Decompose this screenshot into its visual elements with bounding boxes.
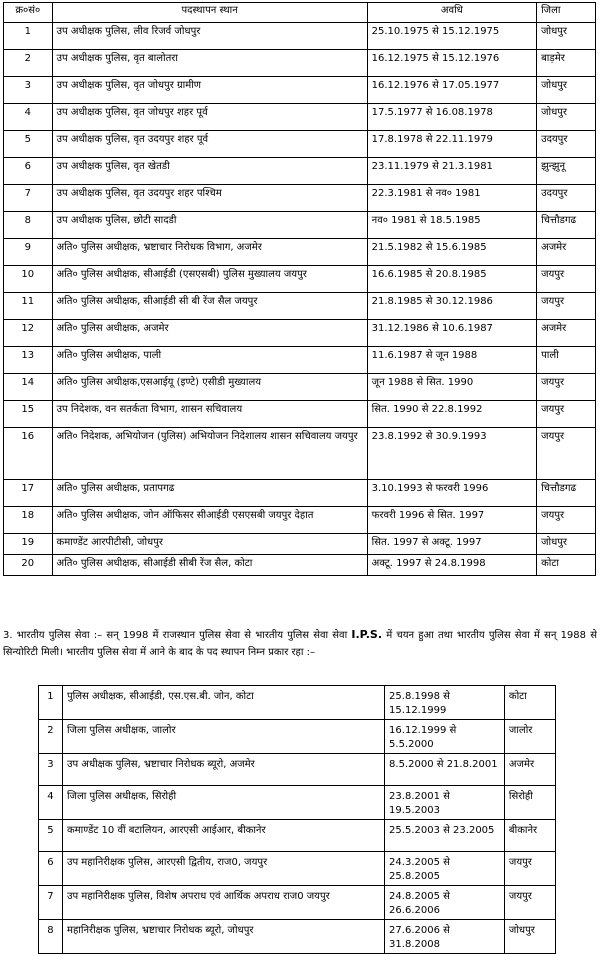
table-row [4, 50, 596, 77]
cell-serial: 2 [39, 720, 63, 754]
cell-district: पाली [537, 347, 596, 374]
paragraph-ips-bold: I.P.S. [351, 628, 382, 641]
cell-district: जयपुर [537, 428, 596, 480]
cell-posting-place: जिला पुलिस अधीक्षक, सिरोही [62, 786, 384, 820]
cell-period: 3.10.1993 से फरवरी 1996 [367, 480, 536, 507]
cell-district: जोधपुर [537, 77, 596, 104]
cell-period: फरवरी 1996 से सित. 1997 [367, 507, 536, 534]
table-body [4, 23, 596, 576]
table-row [4, 293, 596, 320]
cell-posting-place: कमाण्डेंट आरपीटीसी, जोधपुर [52, 534, 367, 555]
cell-posting-place: अति० पुलिस अधीक्षक, पाली [52, 347, 367, 374]
header-period: अवधि [367, 3, 536, 23]
cell-period: अक्टू. 1997 से 24.8.1998 [367, 555, 536, 576]
cell-period: जून 1988 से सित. 1990 [367, 374, 536, 401]
table-header-row [4, 3, 596, 23]
cell-period: 24.8.2005 से 26.6.2006 [385, 886, 505, 920]
table-body [39, 686, 556, 954]
cell-serial: 16 [4, 428, 53, 480]
cell-posting-place: उप अधीक्षक पुलिस, वृत उदयपुर शहर पूर्व [52, 131, 367, 158]
cell-district: कोटा [537, 555, 596, 576]
table-row [4, 158, 596, 185]
cell-district: जयपुर [537, 401, 596, 428]
cell-period: 22.3.1981 से नव० 1981 [367, 185, 536, 212]
table-row [4, 212, 596, 239]
cell-period: 31.12.1986 से 10.6.1987 [367, 320, 536, 347]
table-row [4, 534, 596, 555]
table-row [39, 686, 556, 720]
cell-district: चित्तौडगढ [537, 480, 596, 507]
cell-serial: 4 [39, 786, 63, 820]
cell-district: झुन्झुनू [537, 158, 596, 185]
table-row [4, 320, 596, 347]
header-district: जिला [537, 3, 596, 23]
cell-period: 23.8.1992 से 30.9.1993 [367, 428, 536, 480]
table-row [4, 401, 596, 428]
cell-district: अजमेर [537, 320, 596, 347]
cell-posting-place: कमाण्डेंट 10 वीं बटालियन, आरएसी आईआर, बीकानेर [62, 820, 384, 852]
cell-district: जोधपुर [537, 23, 596, 50]
cell-district: जालोर [504, 720, 555, 754]
cell-serial: 17 [4, 480, 53, 507]
table-row [4, 374, 596, 401]
table-row [39, 754, 556, 786]
cell-serial: 1 [4, 23, 53, 50]
cell-serial: 2 [4, 50, 53, 77]
table-row [39, 852, 556, 886]
cell-period: 16.6.1985 से 20.8.1985 [367, 266, 536, 293]
cell-serial: 3 [4, 77, 53, 104]
cell-posting-place: उप अधीक्षक पुलिस, वृत जोधपुर ग्रामीण [52, 77, 367, 104]
table-row [39, 886, 556, 920]
cell-serial: 7 [39, 886, 63, 920]
cell-district: जोधपुर [537, 104, 596, 131]
cell-period: 24.3.2005 से 25.8.2005 [385, 852, 505, 886]
cell-period: 17.8.1978 से 22.11.1979 [367, 131, 536, 158]
cell-posting-place: उप निदेशक, वन सतर्कता विभाग, शासन सचिवालय [52, 401, 367, 428]
cell-posting-place: उप अधीक्षक पुलिस, लीव रिजर्व जोधपुर [52, 23, 367, 50]
cell-posting-place: अति० पुलिस अधीक्षक, सीआईडी सी बी रेंज सैल जयपुर [52, 293, 367, 320]
cell-posting-place: अति० पुलिस अधीक्षक, अजमेर [52, 320, 367, 347]
cell-district: जयपुर [537, 507, 596, 534]
cell-posting-place: महानिरीक्षक पुलिस, भ्रष्टाचार निरोधक ब्यूरो, जोधपुर [62, 920, 384, 954]
cell-period: 25.10.1975 से 15.12.1975 [367, 23, 536, 50]
cell-period: 21.5.1982 से 15.6.1985 [367, 239, 536, 266]
cell-serial: 12 [4, 320, 53, 347]
cell-period: 16.12.1999 से 5.5.2000 [385, 720, 505, 754]
table-row [4, 507, 596, 534]
cell-district: जोधपुर [504, 920, 555, 954]
ips-selection-paragraph [3, 626, 597, 661]
table-row [39, 720, 556, 754]
cell-period: सित. 1990 से 22.8.1992 [367, 401, 536, 428]
table-row [4, 185, 596, 212]
cell-district: कोटा [504, 686, 555, 720]
cell-serial: 14 [4, 374, 53, 401]
cell-district: अजमेर [537, 239, 596, 266]
cell-serial: 1 [39, 686, 63, 720]
cell-period: 25.8.1998 से 15.12.1999 [385, 686, 505, 720]
cell-period: 16.12.1976 से 17.05.1977 [367, 77, 536, 104]
cell-district: बीकानेर [504, 820, 555, 852]
cell-posting-place: उप महानिरीक्षक पुलिस, आरएसी द्वितीय, राज0, जयपुर [62, 852, 384, 886]
cell-period: सित. 1997 से अक्टू. 1997 [367, 534, 536, 555]
cell-serial: 4 [4, 104, 53, 131]
cell-posting-place: पुलिस अधीक्षक, सीआईडी, एस.एस.बी. जोन, कोटा [62, 686, 384, 720]
cell-posting-place: अति० पुलिस अधीक्षक, भ्रष्टाचार निरोधक विभाग, अजमेर [52, 239, 367, 266]
cell-district: जयपुर [537, 374, 596, 401]
cell-posting-place: अति० पुलिस अधीक्षक,एसआईयू (इण्टे) एसीडी मुख्यालय [52, 374, 367, 401]
cell-district: उदयपुर [537, 131, 596, 158]
cell-district: जोधपुर [537, 534, 596, 555]
table-row [4, 266, 596, 293]
cell-serial: 3 [39, 754, 63, 786]
cell-period: 21.8.1985 से 30.12.1986 [367, 293, 536, 320]
cell-period: नव० 1981 से 18.5.1985 [367, 212, 536, 239]
table-row [4, 347, 596, 374]
cell-period: 11.6.1987 से जून 1988 [367, 347, 536, 374]
cell-posting-place: उप अधीक्षक पुलिस, छोटी सादडी [52, 212, 367, 239]
table-row [4, 480, 596, 507]
table-row [4, 555, 596, 576]
cell-posting-place: जिला पुलिस अधीक्षक, जालोर [62, 720, 384, 754]
cell-posting-place: उप अधीक्षक पुलिस, वृत उदयपुर शहर पश्चिम [52, 185, 367, 212]
table-row [39, 920, 556, 954]
cell-district: जयपुर [537, 293, 596, 320]
cell-period: 23.11.1979 से 21.3.1981 [367, 158, 536, 185]
cell-serial: 6 [39, 852, 63, 886]
cell-serial: 6 [4, 158, 53, 185]
cell-posting-place: उप अधीक्षक पुलिस, भ्रष्टाचार निरोधक ब्यूरो, अजमेर [62, 754, 384, 786]
cell-posting-place: उप महानिरीक्षक पुलिस, विशेष अपराध एवं आर्थिक अपराध राज0 जयपुर [62, 886, 384, 920]
cell-serial: 7 [4, 185, 53, 212]
cell-serial: 9 [4, 239, 53, 266]
table-row [4, 239, 596, 266]
cell-serial: 19 [4, 534, 53, 555]
cell-period: 17.5.1977 से 16.08.1978 [367, 104, 536, 131]
cell-serial: 8 [39, 920, 63, 954]
cell-period: 8.5.2000 से 21.8.2001 [385, 754, 505, 786]
paragraph-suffix: में चयन हुआ तथा भारतीय पुलिस सेवा में सन् 1988 से सिन्योरिटी मिली। भारतीय पुलिस सेवा में आने के बाद के पद स्थापन निम्न प्रकार रहा :– [3, 630, 597, 658]
cell-district: जयपुर [504, 886, 555, 920]
header-serial: क्र०सं० [4, 3, 53, 23]
cell-district: जयपुर [537, 266, 596, 293]
table-row [4, 104, 596, 131]
cell-posting-place: उप अधीक्षक पुलिस, वृत बालोतरा [52, 50, 367, 77]
postings-table-pre-ips [3, 2, 596, 576]
table-row [39, 786, 556, 820]
table-row [4, 428, 596, 480]
cell-serial: 8 [4, 212, 53, 239]
table-row [39, 820, 556, 852]
cell-posting-place: अति० पुलिस अधीक्षक, जोन ऑफिसर सीआईडी एसएसबी जयपुर देहात [52, 507, 367, 534]
cell-serial: 15 [4, 401, 53, 428]
cell-serial: 10 [4, 266, 53, 293]
cell-district: उदयपुर [537, 185, 596, 212]
cell-posting-place: अति० पुलिस अधीक्षक, सीआईडी (एसएसबी) पुलिस मुख्यालय जयपुर [52, 266, 367, 293]
cell-serial: 13 [4, 347, 53, 374]
cell-district: बाड़मेर [537, 50, 596, 77]
table-row [4, 23, 596, 50]
cell-posting-place: अति० पुलिस अधीक्षक, प्रतापगढ [52, 480, 367, 507]
cell-period: 27.6.2006 से 31.8.2008 [385, 920, 505, 954]
cell-serial: 20 [4, 555, 53, 576]
cell-serial: 11 [4, 293, 53, 320]
cell-serial: 5 [39, 820, 63, 852]
header-posting-place: पदस्थापन स्थान [52, 3, 367, 23]
table-row [4, 131, 596, 158]
cell-period: 16.12.1975 से 15.12.1976 [367, 50, 536, 77]
cell-district: अजमेर [504, 754, 555, 786]
postings-table-ips [38, 685, 556, 954]
cell-posting-place: उप अधीक्षक पुलिस, वृत खेतडी [52, 158, 367, 185]
cell-posting-place: अति० पुलिस अधीक्षक, सीआईडी सीबी रेंज सैल, कोटा [52, 555, 367, 576]
cell-posting-place: उप अधीक्षक पुलिस, वृत जोधपुर शहर पूर्व [52, 104, 367, 131]
cell-district: चित्तौडगढ [537, 212, 596, 239]
cell-period: 23.8.2001 से 19.5.2003 [385, 786, 505, 820]
cell-posting-place: अति० निदेशक, अभियोजन (पुलिस) अभियोजन निदेशालय शासन सचिवालय जयपुर [52, 428, 367, 480]
cell-serial: 5 [4, 131, 53, 158]
paragraph-prefix: 3. भारतीय पुलिस सेवा :– सन् 1998 में राजस्थान पुलिस सेवा से भारतीय पुलिस सेवा सेवा [3, 630, 348, 641]
cell-period: 25.5.2003 से 23.2005 [385, 820, 505, 852]
table-row [4, 77, 596, 104]
cell-district: जयपुर [504, 852, 555, 886]
cell-district: सिरोही [504, 786, 555, 820]
cell-serial: 18 [4, 507, 53, 534]
